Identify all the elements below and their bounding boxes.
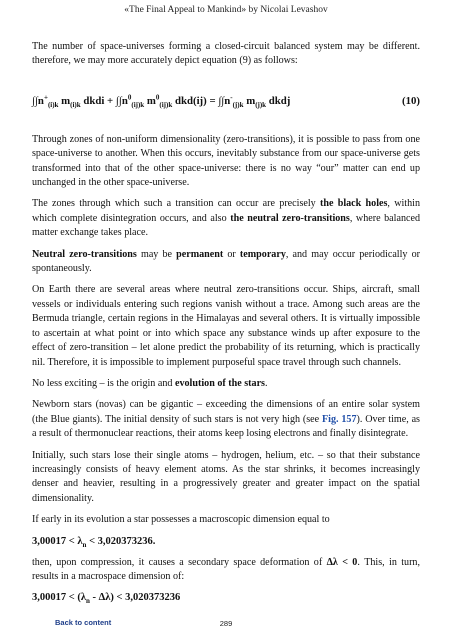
formula: $3,00017 < \lambda_n < 3,020373236$. — [32, 535, 156, 549]
equation-10 — [32, 95, 420, 107]
formula: $3,00017 < (\lambda_n - \Delta\lambda) < 3,020373236$ — [32, 592, 181, 606]
page-content — [32, 40, 420, 612]
figure-link[interactable]: Fig. 157 — [321, 413, 357, 425]
equation-body: $\int\int n^+_{(i)k}$ $m_{(i)k}$ dkdi + $\int\int n^0_{(ij)k}$ $m^0_{(ij)k}$ $dkd(ij) = \int\int n^-_{(j)k}$ $m_{(j)k}$ dkdj — [32, 93, 291, 109]
paragraph: Neutral zero-transitions may be permanent or temporary, and may occur periodically or spontaneously. — [32, 248, 420, 275]
paragraph: On Earth there are several areas where neutral zero-transitions occur. Ships, aircraft, small vessels or individuals entering such regions vanish without a trace. Among such areas are the Bermuda triangle, certain regions in the Himalayas and several others. It is virtually impossible to ascertain at what point or into which space any substance winds up after exposure to the effect of zero-transition – let alone predict the probability of its returning, which is practically nil. Therefore, it is impossible to implement purposeful space travel through such channels. — [32, 284, 420, 368]
paragraph: Newborn stars (novas) can be gigantic – exceeding the dimensions of an entire solar system (the Blue giants). The initial density of such stars is not very high (see Fig. 157). Over time, as a result of thermonuclear reactions, their atoms keep losing electrons and finally disintegrate. — [32, 399, 420, 440]
paragraph: If early in its evolution a star possesses a macroscopic dimension equal to — [32, 514, 330, 526]
paragraph: The zones through which such a transition can occur are precisely the black holes, within which complete disintegration occurs, and also the neutral zero-transitions, where balanced matter exchange takes place. — [32, 198, 421, 239]
equation-number: (10) — [402, 94, 420, 107]
page-header: «The Final Appeal to Mankind» by Nicolai Levashov — [124, 5, 328, 15]
page-number: 289 — [219, 619, 233, 628]
paragraph: The number of space-universes forming a closed-circuit balanced system may be different. therefore, we may more accurately depict equation (9) as follows: — [32, 41, 420, 67]
paragraph: No less exciting – is the origin and evolution of the stars. — [32, 377, 268, 389]
paragraph: then, upon compression, it causes a secondary space deformation of Δλ < 0. This, in turn, results in a macrospace dimension of: — [32, 556, 420, 582]
back-to-content-link[interactable]: Back to content — [55, 618, 112, 627]
paragraph: Initially, such stars lose their single atoms – hydrogen, helium, etc. – so that their substance increasingly consists of heavy element atoms. As the star shrinks, it becomes increasingly denser and heavier, resulting in a progressively greater and greater impact on the spatial dimensionality. — [32, 449, 420, 504]
paragraph: Through zones of non-uniform dimensionality (zero-transitions), it is possible to pass from one space-universe to another. When this occurs, inevitably substance from our space-universe gets transformed into that of the other space-universe: there is no way “our” matter can end up unchanged in the other space-universe. — [32, 133, 420, 189]
